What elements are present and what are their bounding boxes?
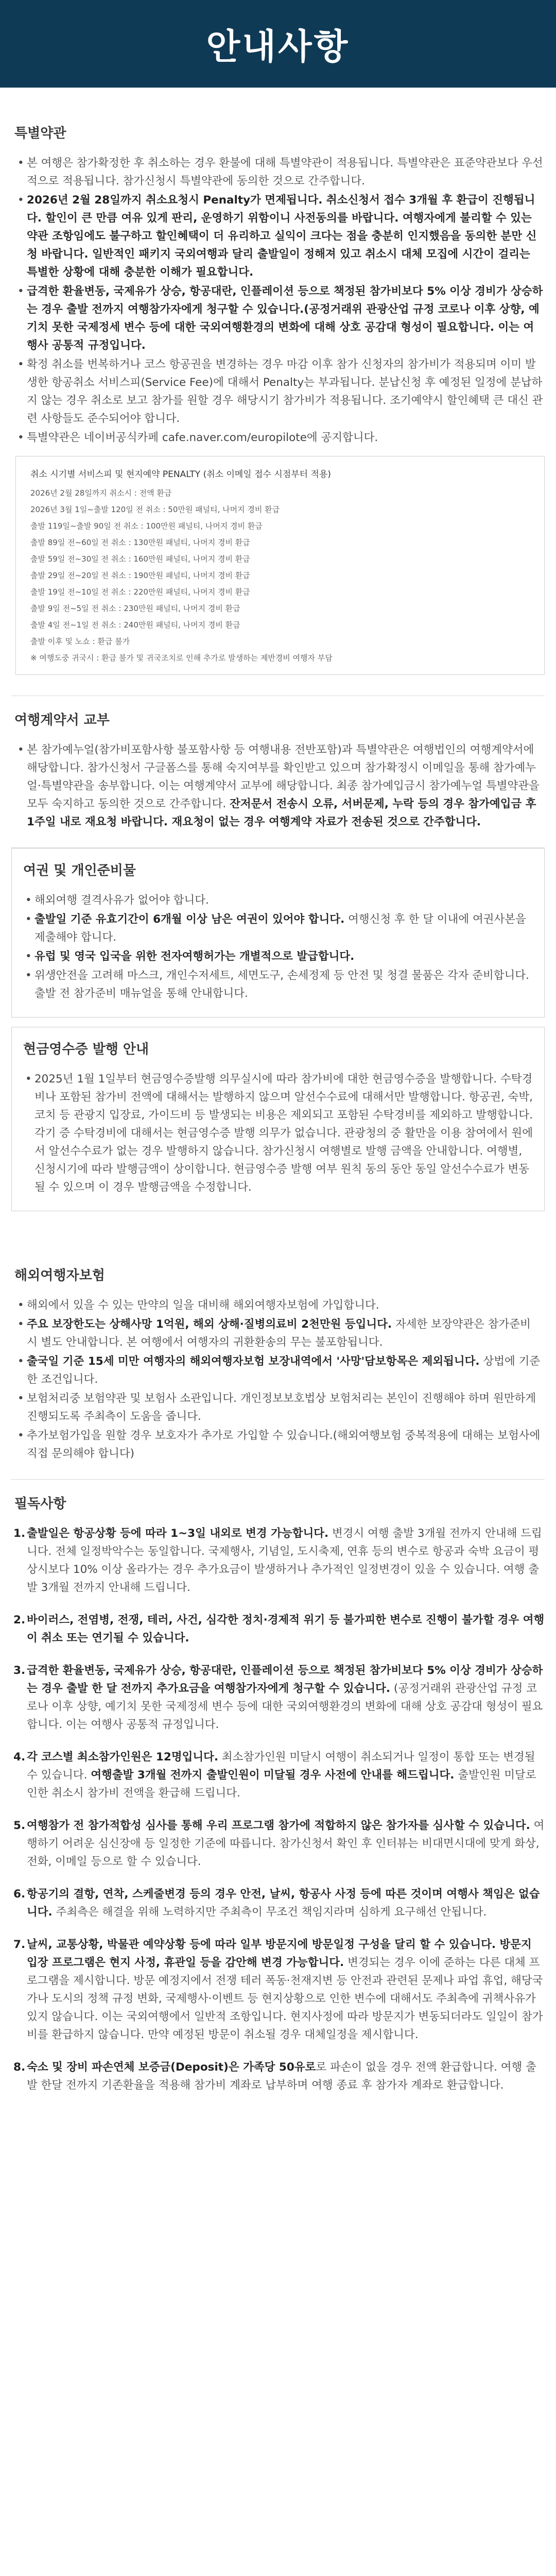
body-text: 로 파손이 없을 경우 전액 환급합니다. 여행 출발 한달 전까지 기존환율을 적용해 참가비 계좌로 납부하며 여행 종료 후 참가자 계좌로 환급합니다. <box>27 2061 536 2092</box>
body-text: 최소참가인원 미달시 여행이 취소되거나 일정이 통합 또는 변경될 수 있습니다. <box>27 1751 535 1782</box>
item-number: 6. <box>13 1888 26 1901</box>
emphasis-text: 출발일 기준 유효기간이 6개월 이상 남은 여권이 있어야 합니다. <box>34 913 345 926</box>
penalty-table-row: 출발 119일~출발 90일 전 취소 : 100만원 패널티, 나머지 경비 환급 <box>30 521 263 531</box>
penalty-table <box>15 456 545 675</box>
emphasis-text: 출국일 기준 15세 미만 여행자의 해외여행자보험 보장내역에서 '사망'담보항목은 제외됩니다. <box>27 1355 480 1368</box>
bullet-list <box>19 891 535 1003</box>
body-text: 출발인원 미달로 인한 취소시 참가비 전액을 환급해 드립니다. <box>27 1769 536 1800</box>
emphasis-text: 여행참가 전 참가적합성 심사를 통해 우리 프로그램 참가에 적합하지 않은 참가자를 심사할 수 있습니다. <box>27 1819 530 1832</box>
numbered-item <box>11 1611 545 1647</box>
required-notice-section <box>11 1480 545 2124</box>
emphasis-text: 주요 보장한도는 상해사망 1억원, 해외 상해·질병의료비 2천만원 등입니다. <box>27 1318 392 1331</box>
emphasis-text: 유럽 및 영국 입국을 위한 전자여행허가는 개별적으로 발급합니다. <box>34 950 355 963</box>
body-text: 특별약관은 네이버공식카페 cafe.naver.com/europilote에 공지합니다. <box>27 431 378 444</box>
item-number: 1. <box>13 1527 26 1540</box>
list-item <box>11 429 545 447</box>
penalty-table-rows <box>30 485 533 666</box>
body-text: 주최측은 해결을 위해 노력하지만 주최측이 무조건 책임지라며 심하게 요구해선 안됩니다. <box>52 1906 487 1919</box>
emphasis-text: 항공기의 결항, 연착, 스케줄변경 등의 경우 안전, 날씨, 항공사 사정 등에 따른 것이며 여행사 책임은 없습니다. <box>27 1888 540 1919</box>
bullet-list <box>11 741 545 831</box>
list-item <box>11 1315 545 1351</box>
emphasis-text: 급격한 환율변동, 국제유가 상승, 항공대란, 인플레이션 등으로 책정된 참가비보다 5% 이상 경비가 상승하는 경우 출발 한 달 전까지 추가요금을 여행참가자에게 청구할 수 있습니다. <box>27 1664 543 1695</box>
list-item <box>11 191 545 281</box>
numbered-item <box>11 1748 545 1802</box>
list-item <box>11 1296 545 1314</box>
body-text: 여행신청 후 한 달 이내에 여권사본을 제출해야 합니다. <box>34 913 526 944</box>
bullet-list <box>11 154 545 447</box>
emphasis-text: 출발일은 항공상황 등에 따라 1~3일 내외로 변경 가능합니다. <box>27 1527 329 1540</box>
penalty-table-row: 출발 4일 전~1일 전 취소 : 240만원 패널티, 나머지 경비 환급 <box>30 620 240 630</box>
body-text: 확정 취소를 번복하거나 코스 항공권을 변경하는 경우 마감 이후 참가 신청자의 참가비가 적용되며 이미 발생한 항공취소 서비스피(Service Fee)에 대해서 Penalty는 부과됩니다. 분납신청 후 예정된 일정에 분납하지 않는 경우 취소로 보고 참가를 원할 경우 해당시기 참가비가 적용됩니다. 조기예약시 할인혜택 큰 대신 관련 사항들도 준수되어야 합니다. <box>27 358 543 425</box>
penalty-table-row: 출발 89일 전~60일 전 취소 : 130만원 패널티, 나머지 경비 환급 <box>30 538 250 547</box>
penalty-table-row: 2026년 3월 1일~출발 120일 전 취소 : 50만원 패널티, 나머지 경비 환급 <box>30 505 280 514</box>
emphasis-text: 여행출발 3개월 전까지 출발인원이 미달될 경우 사전에 안내를 해드립니다. <box>91 1769 455 1782</box>
body-text: 본 여행은 참가확정한 후 취소하는 경우 환불에 대해 특별약관이 적용됩니다. 특별약관은 표준약관보다 우선적으로 적용됩니다. 참가신청시 특별약관에 동의한 것으로 간주합니다. <box>27 157 543 188</box>
list-item <box>11 154 545 190</box>
section-title: 현금영수증 발행 안내 <box>23 1042 149 1057</box>
passport-section <box>11 848 545 1018</box>
section-title: 해외여행자보험 <box>14 1268 105 1283</box>
penalty-table-row: 2026년 2월 28일까지 취소시 : 전액 환급 <box>30 488 172 498</box>
numbered-item <box>11 2058 545 2094</box>
numbered-item <box>11 1936 545 2044</box>
section-title: 필독사항 <box>14 1496 66 1512</box>
body-text: 변경시 여행 출발 3개월 전까지 안내해 드립니다. 전체 일정박악수는 동일합니다. 국제행사, 기념일, 도시축제, 연휴 등의 변수로 항공과 숙박 요금이 평상시보다 10% 이상 올라가는 경우 추가요금이 발생하거나 추가적인 일정변경이 있을 수 있습니다. 여행 출발 3개월 전까지 안내해 드립니다. <box>27 1527 542 1594</box>
body-text: (공정거래위 관광산업 규정 코로나 이후 상향, 예기치 못한 국제정세 변수 등에 대한 국외여행환경의 변화에 대해 상호 공감대 형성이 필요합니다. 이는 여행사 공통적 규정입니다. <box>27 1682 543 1731</box>
item-number: 3. <box>13 1664 26 1677</box>
body-text: 해외여행 결격사유가 없어야 합니다. <box>34 894 209 907</box>
emphasis-text: 각 코스별 최소참가인원은 12명입니다. <box>27 1751 219 1764</box>
item-number: 8. <box>13 2061 26 2074</box>
body-text: 위생안전을 고려해 마스크, 개인수저세트, 세면도구, 손세정제 등 안전 및 청결 물품은 각자 준비합니다. 출발 전 참가준비 매뉴얼을 통해 안내합니다. <box>34 969 529 1000</box>
list-item <box>11 282 545 354</box>
body-text: 본 참가예누얼(참가비포함사항 불포함사항 등 여행내용 전반포함)과 특별약관은 여행법인의 여행계약서에 해당합니다. 참가신청서 구글폼스를 통해 숙지여부를 확인받고 있으며 참가확정시 이메일을 통해 참가예누얼·특별약관을 송부합니다. 이는 여행계약서 교부에 해당합니다. 최종 참가예입금시 참가예누얼 특별약관을 모두 숙지하고 동의한 것으로 간주합니다. <box>27 743 540 810</box>
list-item <box>19 1070 535 1196</box>
item-number: 4. <box>13 1751 26 1764</box>
emphasis-text: 2026년 2월 28일까지 취소요청시 Penalty가 면제됩니다. 취소신청서 접수 3개월 후 환급이 진행됩니다. 할인이 큰 만큼 여유 있게 판리, 운영하기 위함이니 사전동의를 바랍니다. 여행자에게 불리할 수 있는 약관 조항임에도 불구하고 할인혜택이 더 유리하고 실익이 크다는 점을 충분히 인지했음을 동의한 분만 신청 바랍니다. 일반적인 패키지 국외여행과 달리 출발일이 정해져 있고 취소시 대체 모집에 시간이 걸리는 특별한 상황에 대해 충분한 이해가 필요합니다. <box>27 194 537 279</box>
page-title: 안내사항 <box>206 26 350 67</box>
special-terms-section <box>11 106 545 696</box>
numbered-item <box>11 1524 545 1597</box>
page-header <box>0 0 556 88</box>
list-item <box>19 891 535 909</box>
section-title: 여행계약서 교부 <box>14 713 110 728</box>
content <box>0 88 556 2124</box>
item-number: 7. <box>13 1938 26 1951</box>
body-text: 여행하기 어려운 심신장애 등 일정한 기준에 따릅니다. 참가신청서 확인 후 인터뷰는 비대면시대에 맞게 화상, 전화, 이메일 등으로 할 수 있습니다. <box>27 1819 545 1868</box>
contract-section <box>11 696 545 848</box>
numbered-item <box>11 1662 545 1734</box>
body-text: 2025년 1월 1일부터 현금영수증발행 의무실시에 따라 참가비에 대한 현금영수증을 발행합니다. 수탁경비나 포함된 참가비 전액에 대해서는 발행하지 않으며 알선수수료에 대해서만 발행합니다. 항공권, 숙박, 코치 등 관광지 입장료, 가이드비 등 발생되는 비용은 제외되고 포함된 수탁경비를 제외하고 발행합니다. 각기 증 수탁경비에 대해서는 현금영수증 발행 의무가 없습니다. 관광청의 중 활만을 이용 참여에서 원에서 알선수수료가 없는 경우 발행하지 않습니다. 참가신청시 여행별로 발행 금액을 안내합니다. 여행별, 신청시기에 따라 발행금액이 상이합니다. 현금영수증 발행 여부 원칙 동의 동안 동일 알선수수료가 변동될 수 있으며 이 경우 발행금액을 수정합니다. <box>34 1073 533 1194</box>
item-number: 5. <box>13 1819 26 1832</box>
body-text: 상법에 기준한 조건입니다. <box>27 1355 541 1386</box>
list-item <box>11 1352 545 1388</box>
numbered-item <box>11 1817 545 1871</box>
item-number: 2. <box>13 1614 26 1626</box>
body-text: 보험처리중 보험약관 및 보험사 소관입니다. 개인정보보호법상 보험처리는 본인이 진행해야 하며 원만하게 진행되도록 주최측이 도움을 줍니다. <box>27 1392 536 1423</box>
bullet-list <box>19 1070 535 1196</box>
penalty-table-row: 출발 19일 전~10일 전 취소 : 220만원 패널티, 나머지 경비 환급 <box>30 587 250 597</box>
numbered-list <box>11 1524 545 2094</box>
body-text: 자세한 보장약관은 참가준비 시 별도 안내합니다. 본 여행에서 여행자의 귀환환송의 무는 불포함됩니다. <box>27 1318 531 1349</box>
body-text: 추가보험가입을 원할 경우 보호자가 추가로 가입할 수 있습니다.(해외여행보험 중복적용에 대해는 보험사에 직접 문의해야 합니다) <box>27 1429 541 1460</box>
section-title: 특별약관 <box>14 126 66 141</box>
penalty-table-row: 출발 59일 전~30일 전 취소 : 160만원 패널티, 나머지 경비 환급 <box>30 554 250 564</box>
penalty-table-row: 출발 29일 전~20일 전 취소 : 190만원 패널티, 나머지 경비 환급 <box>30 571 250 580</box>
emphasis-text: 바이러스, 전염병, 전쟁, 테러, 사건, 심각한 정치·경제적 위기 등 불가피한 변수로 진행이 불가할 경우 여행이 취소 또는 연기될 수 있습니다. <box>27 1614 545 1645</box>
list-item <box>11 355 545 428</box>
list-item <box>19 947 535 965</box>
insurance-section <box>11 1251 545 1480</box>
list-item <box>11 1389 545 1426</box>
bullet-list <box>11 1296 545 1463</box>
penalty-table-row: 출발 9일 전~5일 전 취소 : 230만원 패널티, 나머지 경비 환급 <box>30 604 240 613</box>
list-item <box>19 967 535 1003</box>
list-item <box>19 910 535 946</box>
section-title: 여권 및 개인준비물 <box>23 863 136 878</box>
body-text: 변경되는 경우 이에 준하는 다른 대체 프로그램을 제시합니다. 방문 예정지에서 전쟁 테러 폭동·천재지변 등 안전과 관련된 문제나 파업 휴업, 해당국가나 도시의 정책 규정 변화, 국제행사·이벤트 등 현지상황으로 인한 변수에 대해서도 주최측에 귀책사유가 있지 않습니다. 이는 국외여행에서 일반적 조항입니다. 현지사정에 따라 방문지가 변동되더라도 일일이 참가비를 환급하지 않습니다. 만약 예정된 방문이 취소될 경우 대체일정을 제시합니다. <box>27 1956 543 2041</box>
penalty-table-title: 취소 시기별 서비스피 및 현지예약 PENALTY (취소 이메일 접수 시점부터 적용) <box>30 469 331 480</box>
list-item <box>11 1427 545 1463</box>
list-item <box>11 741 545 831</box>
emphasis-text: 급격한 환율변동, 국제유가 상승, 항공대란, 인플레이션 등으로 책정된 참가비보다 5% 이상 경비가 상승하는 경우 출발 전까지 여행참가자에게 청구할 수 있습니다.(공정거래위 관광산업 규정 코로나 이후 상향, 예기치 못한 국제정세 변수 등에 대한 국외여행환경의 변화에 대해 상호 공감대 형성이 필요합니다. 이는 여행사 공통적 규정입니다. <box>27 285 543 352</box>
penalty-table-row: 출발 이후 및 노쇼 : 환급 불가 <box>30 637 130 646</box>
receipt-section <box>11 1027 545 1211</box>
emphasis-text: 날씨, 교통상황, 박물관 예약상황 등에 따라 일부 방문지에 방문일정 구성을 달리 할 수 있습니다. 방문지 입장 프로그램은 현지 사정, 휴관일 등을 감안해 변경 가능합니다. <box>27 1938 532 1969</box>
penalty-table-row: ※ 여행도중 귀국시 : 환급 불가 및 귀국조치로 인해 추가로 발생하는 제반경비 여행자 부담 <box>30 653 333 663</box>
emphasis-text: 잔저문서 전송시 오류, 서버문제, 누락 등의 경우 참가예입금 후 1주일 내로 재요청 바랍니다. 재요청이 없는 경우 여행계약 자료가 전송된 것으로 간주합니다. <box>27 798 536 828</box>
numbered-item <box>11 1885 545 1921</box>
emphasis-text: 숙소 및 장비 파손연체 보증금(Deposit)은 가족당 50유로 <box>27 2061 316 2074</box>
body-text: 해외에서 있을 수 있는 만약의 일을 대비해 해외여행자보험에 가입합니다. <box>27 1299 379 1312</box>
